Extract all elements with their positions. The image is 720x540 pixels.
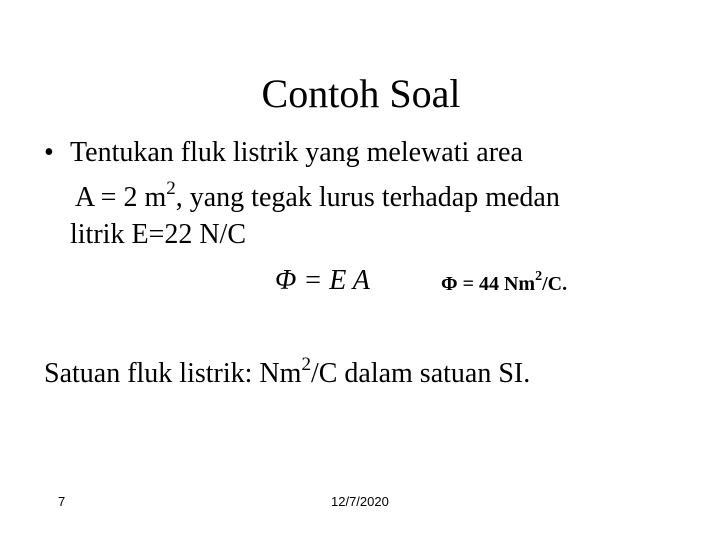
footer-date: 12/7/2020 — [331, 494, 389, 509]
unit-statement — [44, 353, 531, 391]
bullet-line-2 — [75, 177, 560, 215]
flux-result-sup: 2 — [535, 269, 543, 285]
flux-formula: Φ = E A — [275, 265, 370, 296]
flux-result-post: /C. — [542, 273, 568, 295]
bullet-line-2-post: , yang tegak lurus terhadap medan — [175, 182, 560, 213]
bullet-line-2-sup: 2 — [166, 177, 176, 199]
slide-number: 7 — [58, 494, 66, 509]
slide-title: Contoh Soal — [261, 71, 461, 116]
unit-statement-sup: 2 — [301, 353, 311, 375]
bullet-line-2-pre: A = 2 m — [75, 182, 167, 213]
bullet-line-3: litrik E=22 N/C — [70, 219, 247, 250]
unit-statement-post: /C dalam satuan SI. — [310, 358, 531, 389]
bullet-marker: • — [44, 137, 54, 168]
flux-result-pre: Φ = 44 Nm — [441, 273, 536, 295]
flux-result — [441, 270, 567, 298]
bullet-line-1: Tentukan fluk listrik yang melewati area — [70, 137, 523, 168]
bullet-item — [44, 136, 523, 170]
unit-statement-pre: Satuan fluk listrik: Nm — [44, 358, 302, 389]
